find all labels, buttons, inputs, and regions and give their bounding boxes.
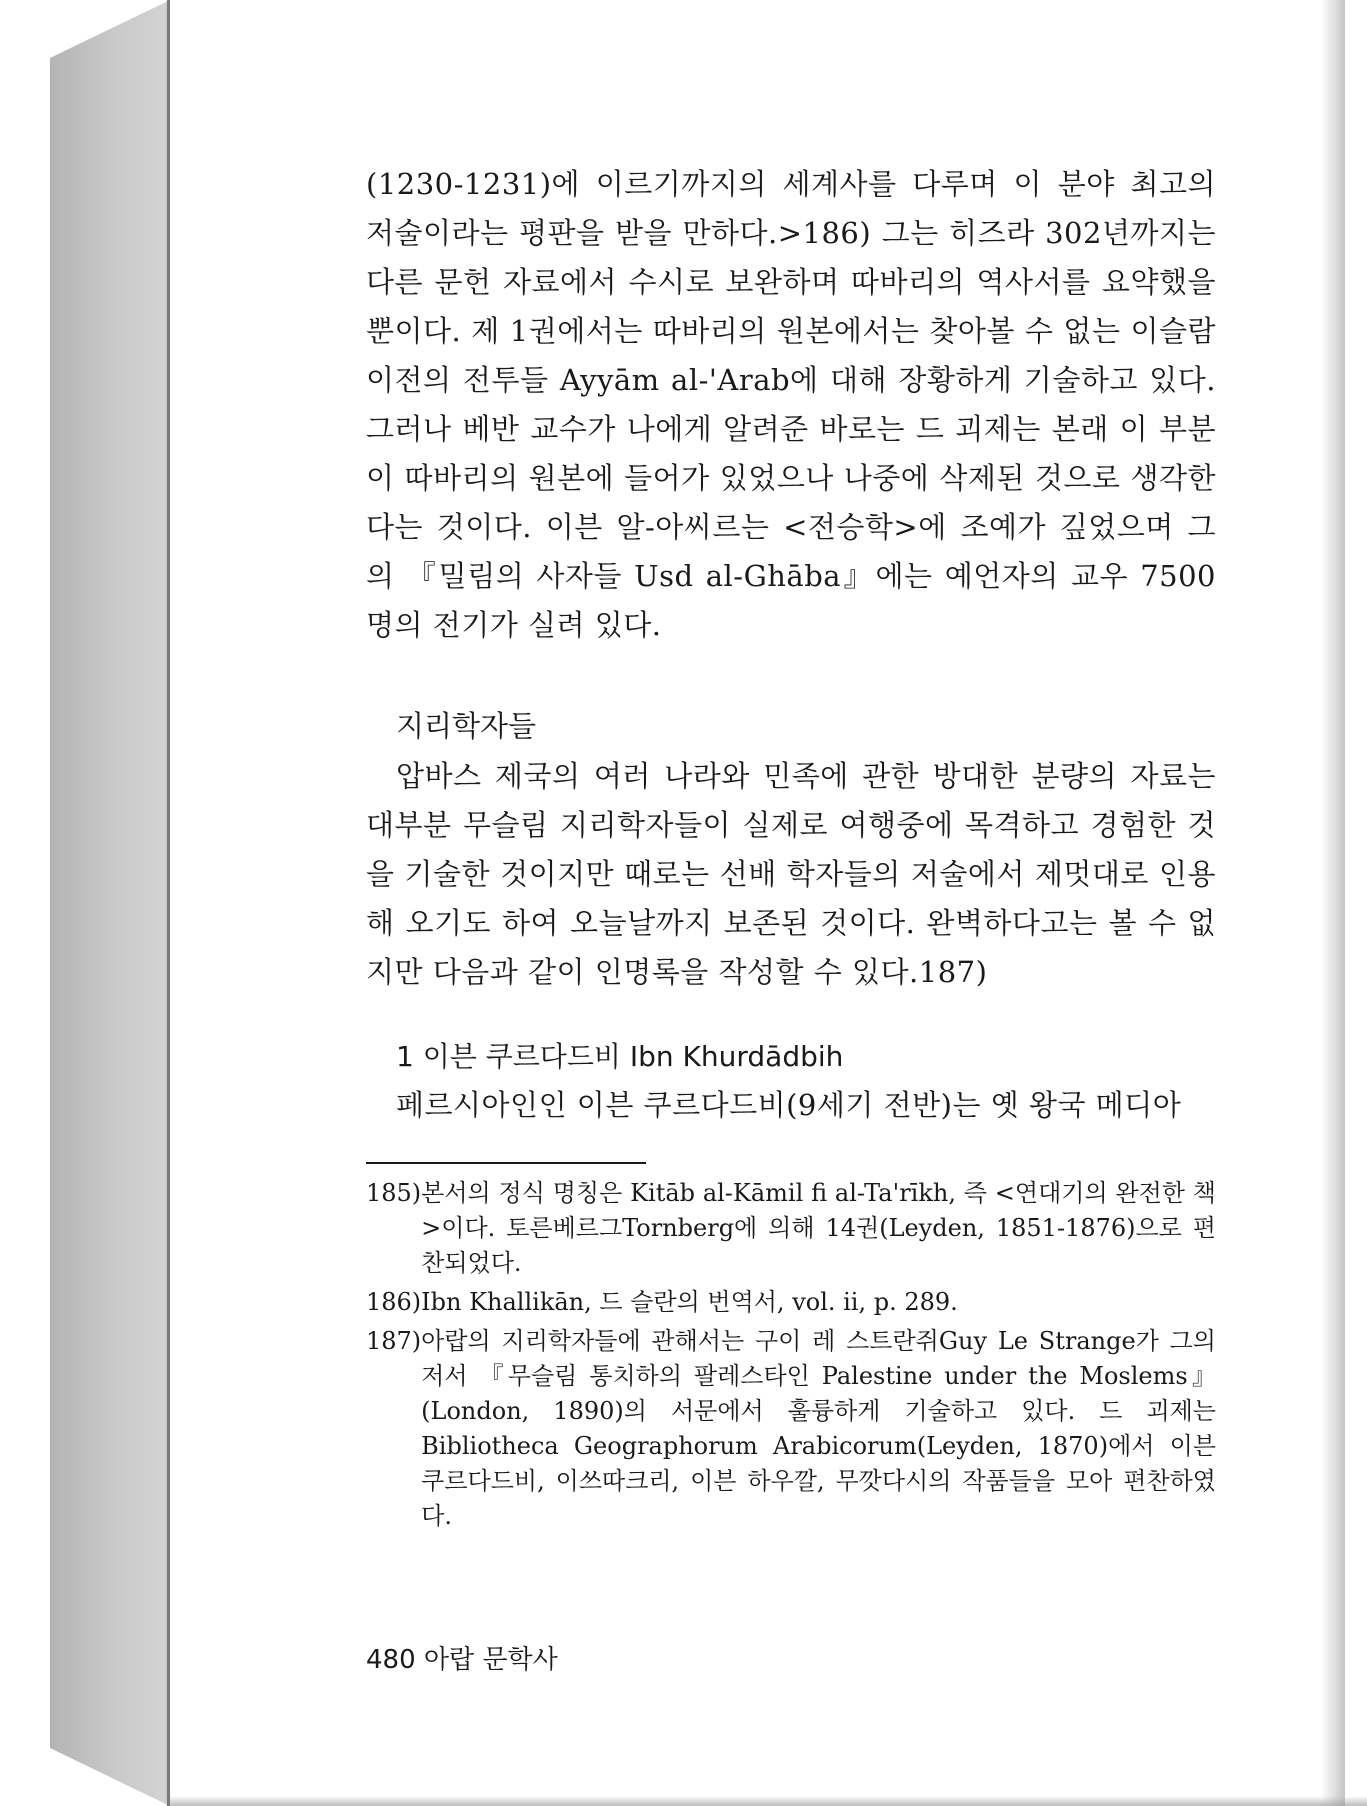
footnote-number: 187) <box>366 1327 422 1355</box>
page-shadow-bottom <box>170 1796 1367 1806</box>
paragraph-3: 페르시아인인 이븐 쿠르다드비(9세기 전반)는 옛 왕국 메디아 <box>396 1088 1182 1122</box>
book-spine-edge <box>50 0 170 1806</box>
footnote-number: 185) <box>366 1179 422 1207</box>
footnote-text: 아랍의 지리학자들에 관해서는 구이 레 스트란쥐Guy Le Strange가 그의 저서 『무슬림 통치하의 팔레스타인 Palestine under the Moslems』(London, 1890)의 서문에서 훌륭하게 기술하고 있다. 드 괴제는 Bibliotheca Geographorum Arabicorum(Leyden, 1870)에서 이븐 쿠르다드비, 이쓰따크리, 이븐 하우깔, 무깟다시의 작품들을 모아 편찬하였다. <box>421 1327 1216 1530</box>
paragraph-2: 압바스 제국의 여러 나라와 민족에 관한 방대한 분량의 자료는 대부분 무슬림 지리학자들이 실제로 여행중에 목격하고 경험한 것을 기술한 것이지만 때로는 선배 학자들의 저술에서 제멋대로 인용해 오기도 하여 오늘날까지 보존된 것이다. 완벽하다고는 볼 수 없지만 다음과 같이 인명록을 작성할 수 있다.187) <box>366 759 1216 989</box>
page-shadow-right <box>1321 0 1345 1806</box>
page-content <box>366 160 1216 1538</box>
page-footer: 480 아랍 문학사 <box>366 1645 558 1675</box>
footnote-185 <box>366 1176 1216 1281</box>
footnote-text: Ibn Khallikān, 드 슬란의 번역서, vol. ii, p. 289. <box>421 1288 958 1316</box>
footnote-187 <box>366 1324 1216 1534</box>
section-heading: 지리학자들 <box>396 709 537 743</box>
body-text <box>366 160 1216 1130</box>
footnote-text: 본서의 정식 명칭은 Kitāb al-Kāmil fi al-Ta'rīkh, 즉 <연대기의 완전한 책>이다. 토른베르그Tornberg에 의해 14권(Leyden, 1851-1876)으로 편찬되었다. <box>421 1179 1216 1277</box>
subheading: 1 이븐 쿠르다드비 Ibn Khurdādbih <box>396 1040 844 1073</box>
footnote-divider <box>366 1162 646 1164</box>
footnote-number: 186) <box>366 1288 422 1316</box>
footnote-186 <box>366 1285 1216 1320</box>
paragraph-1: (1230-1231)에 이르기까지의 세계사를 다루며 이 분야 최고의 저술이라는 평판을 받을 만하다.>186) 그는 히즈라 302년까지는 다른 문헌 자료에서 수시로 보완하며 따바리의 역사서를 요약했을 뿐이다. 제 1권에서는 따바리의 원본에서는 찾아볼 수 없는 이슬람 이전의 전투들 Ayyām al-'Arab에 대해 장황하게 기술하고 있다. 그러나 베반 교수가 나에게 알려준 바로는 드 괴제는 본래 이 부분이 따바리의 원본에 들어가 있었으나 나중에 삭제된 것으로 생각한다는 것이다. 이븐 알-아씨르는 <전승학>에 조예가 깊었으며 그의 『밀림의 사자들 Usd al-Ghāba』에는 예언자의 교우 7500명의 전기가 실려 있다. <box>366 167 1216 642</box>
footnotes <box>366 1176 1216 1534</box>
